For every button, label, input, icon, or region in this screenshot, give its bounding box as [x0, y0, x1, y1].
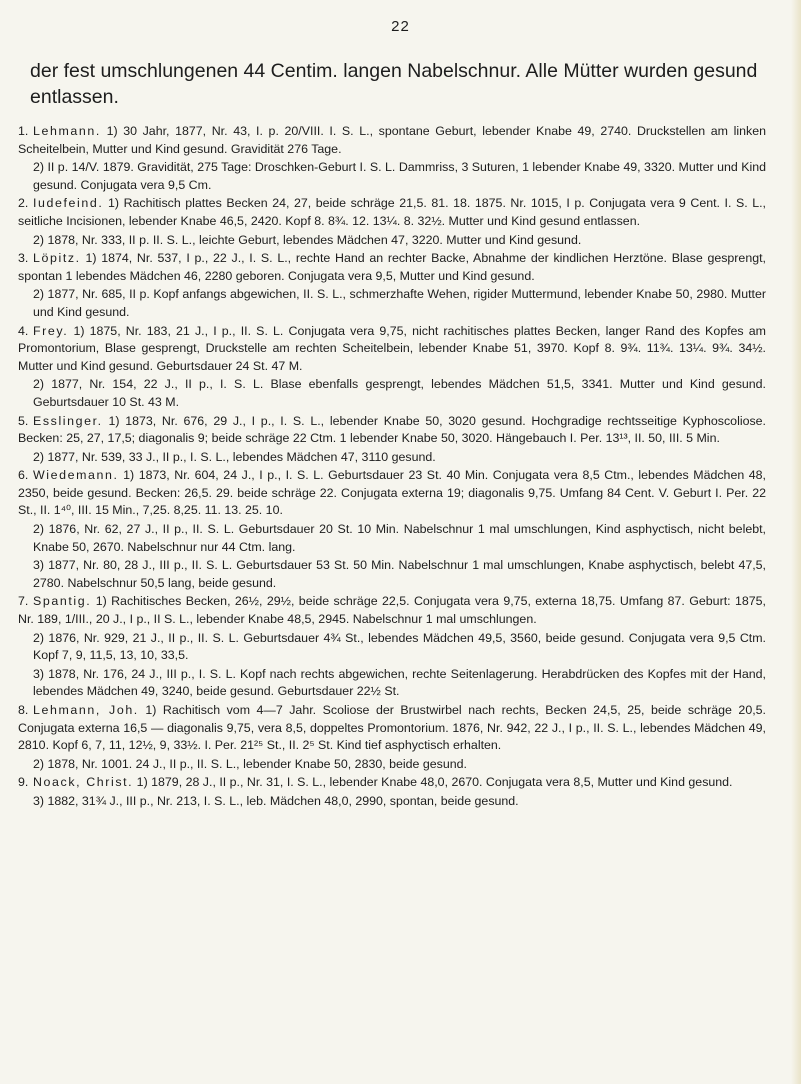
case-text: 1) Rachitisches Becken, 26½, 29½, beide schräge 22,5. Conjugata vera 9,75, externa 18,75. Umfang 87. Geburt: 1875, Nr. 189, 1/III., 20 J., I p., II S. L., lebender Knabe 48,5, 2945. Nabelschnur 1 mal umschlungen.	[18, 594, 766, 627]
case-paragraph	[18, 756, 766, 774]
page-number: 22	[391, 18, 410, 35]
case-text: 3) 1877, Nr. 80, 28 J., III p., II. S. L. Geburtsdauer 53 St. 50 Min. Nabelschnur 1 mal umschlungen, Knabe asphyctisch, belebt 47,5, 2780. Nabelschnur 50,5 lang, beide gesund.	[33, 558, 766, 590]
case-paragraph	[18, 666, 766, 701]
case-text: 1) 1873, Nr. 676, 29 J., I p., I. S. L., lebender Knabe 50, 3020 gesund. Hochgradige rechtsseitige Kyphoscoliose. Becken: 25, 27, 17,5; diagonalis 9; beide schräge 22 Ctm. 1 lebender Knabe 50, 3020. Hängebauch I. Per. 13¹³, II. 50, III. 5 Min.	[18, 413, 766, 446]
case-list	[18, 123, 766, 812]
case-paragraph	[18, 593, 766, 628]
case-entry	[18, 467, 766, 592]
case-name: Esslinger.	[33, 413, 103, 428]
case-paragraph	[18, 159, 766, 194]
case-name: Lehmann.	[33, 124, 101, 138]
case-paragraph	[18, 557, 766, 592]
case-number: 6.	[18, 468, 29, 483]
case-text: 1) 1873, Nr. 604, 24 J., I p., I. S. L. Geburtsdauer 23 St. 40 Min. Conjugata vera 8,5 Ctm., lebendes Mädchen 48, 2350, beide gesund. Becken: 26,5. 29. beide schräge 22. Conjugata externa 19; diagonalis 9,75. Umfang 84 Cent. V. Geburt I. Per. 22 St., II. 1⁴⁰, III. 15 Min., 7,25. 8,25. 11. 13. 25. 10.	[18, 468, 766, 518]
case-text: 1) Rachitisch vom 4—7 Jahr. Scoliose der Brustwirbel nach rechts, Becken 24,5, 25, beide schräge 20,5. Conjugata externa 16,5 — diagonalis 9,75, vera 8,5, doppeltes Promontorium. 1876, Nr. 942, 22 J., I p., II. S. L., lebendes Mädchen 49, 2810. Kopf 6, 7, 11, 12½, 9, 33½. I. Per. 21²⁵ St., II. 2⁵ St. Kind tief asphyctisch erhalten.	[18, 703, 766, 753]
case-text: 1) 1875, Nr. 183, 21 J., I p., II. S. L. Conjugata vera 9,75, nicht rachitisches plattes Becken, langer Rand des Kopfes am Promontorium, Blase gesprengt, Druckstelle am rechten Scheitelbein, lebender Knabe 51, 3970. Kopf 8. 9¾. 11¾. 13¼. 9¾. 34½. Mutter und Kind gesund. Geburtsdauer 24 St. 47 M.	[18, 323, 766, 373]
case-paragraph	[18, 449, 766, 467]
case-entry	[18, 593, 766, 701]
case-text: 1) 1879, 28 J., II p., Nr. 31, I. S. L., lebender Knabe 48,0, 2670. Conjugata vera 8,5, Mutter und Kind gesund.	[136, 775, 733, 790]
page-edge	[791, 0, 801, 1084]
case-text: 2) 1878, Nr. 1001. 24 J., II p., II. S. L., lebender Knabe 50, 2830, beide gesund.	[33, 756, 467, 771]
case-paragraph	[18, 123, 766, 158]
case-text: 1) Rachitisch plattes Becken 24, 27, beide schräge 21,5. 81. 18. 1875. Nr. 1015, I p. Conjugata vera 9 Cent. I. S. L., seitliche Incisionen, lebender Knabe 46,5, 2420. Kopf 8. 8¾. 12. 13¼. 8. 32½. Mutter und Kind gesund entlassen.	[18, 196, 766, 228]
case-number: 1.	[18, 124, 29, 138]
case-text: 2) 1876, Nr. 62, 27 J., II p., II. S. L. Geburtsdauer 20 St. 10 Min. Nabelschnur 1 mal umschlungen, Kind asphyctisch, nicht belebt, Knabe 50, 2670. Nabelschnur nur 44 Ctm. lang.	[33, 522, 766, 554]
case-paragraph	[18, 793, 766, 811]
case-text: 1) 30 Jahr, 1877, Nr. 43, I. p. 20/VIII. I. S. L., spontane Geburt, lebender Knabe 49, 2740. Druckstellen am linken Scheitelbein, Mutter und Kind gesund. Gravidität 276 Tage.	[18, 124, 766, 156]
case-name: Iudefeind.	[33, 196, 104, 211]
case-name: Lehmann, Joh.	[33, 703, 139, 717]
case-name: Wiedemann.	[33, 468, 119, 483]
case-number: 7.	[18, 594, 29, 609]
case-number: 8.	[18, 703, 29, 717]
case-paragraph	[18, 286, 766, 321]
case-paragraph	[18, 630, 766, 665]
case-entry	[18, 323, 766, 412]
case-text: 1) 1874, Nr. 537, I p., 22 J., I. S. L., rechte Hand an rechter Backe, Abnahme der kindlichen Herztöne. Blase gesprengt, spontan 1 lebendes Mädchen 46, 2280 geboren. Conjugata vera 9,5, Mutter und Kind gesund.	[18, 251, 766, 283]
case-paragraph	[18, 323, 766, 376]
case-name: Löpitz.	[33, 251, 81, 266]
case-name: Frey.	[33, 323, 69, 338]
case-name: Spantig.	[33, 594, 92, 609]
case-entry	[18, 123, 766, 194]
case-name: Noack, Christ.	[33, 775, 134, 790]
case-entry	[18, 195, 766, 249]
case-text: 3) 1878, Nr. 176, 24 J., III p., I. S. L. Kopf nach rechts abgewichen, rechte Seitenlagerung. Herabdrücken des Kopfes mit der Hand, lebendes Mädchen 49, 3240, beide gesund. Geburtsdauer 22½ St.	[33, 666, 766, 699]
case-entry	[18, 250, 766, 321]
case-entry	[18, 702, 766, 773]
case-text: 2) 1877, Nr. 685, II p. Kopf anfangs abgewichen, II. S. L., schmerzhafte Wehen, rigider Muttermund, lebender Knabe 50, 2980. Mutter und Kind gesund.	[33, 287, 766, 319]
case-number: 5.	[18, 413, 29, 428]
case-paragraph	[18, 774, 766, 792]
case-paragraph	[18, 521, 766, 556]
case-text: 3) 1882, 31¾ J., III p., Nr. 213, I. S. L., leb. Mädchen 48,0, 2990, spontan, beide gesund.	[33, 793, 519, 808]
case-entry	[18, 774, 766, 810]
case-paragraph	[18, 250, 766, 285]
case-paragraph	[18, 467, 766, 520]
case-number: 9.	[18, 775, 29, 790]
case-entry	[18, 413, 766, 467]
case-paragraph	[18, 232, 766, 250]
case-paragraph	[18, 702, 766, 755]
case-number: 3.	[18, 251, 29, 266]
page-heading: der fest umschlungenen 44 Centim. langen Nabelschnur. Alle Mütter wurden gesund entlassen.	[30, 60, 758, 108]
case-paragraph	[18, 195, 766, 230]
case-number: 4.	[18, 323, 29, 338]
case-paragraph	[18, 376, 766, 411]
case-text: 2) 1877, Nr. 154, 22 J., II p., I. S. L. Blase ebenfalls gesprengt, lebendes Mädchen 51,5, 3341. Mutter und Kind gesund. Geburtsdauer 10 St. 43 M.	[33, 377, 766, 409]
case-number: 2.	[18, 196, 29, 211]
case-text: 2) II p. 14/V. 1879. Gravidität, 275 Tage: Droschken-Geburt I. S. L. Dammriss, 3 Suturen, 1 lebender Knabe 49, 3320. Mutter und Kind gesund. Conjugata vera 9,5 Cm.	[33, 160, 766, 192]
case-text: 2) 1878, Nr. 333, II p. II. S. L., leichte Geburt, lebendes Mädchen 47, 3220. Mutter und Kind gesund.	[33, 232, 582, 247]
case-text: 2) 1877, Nr. 539, 33 J., II p., I. S. L., lebendes Mädchen 47, 3110 gesund.	[33, 449, 436, 464]
case-paragraph	[18, 413, 766, 448]
case-text: 2) 1876, Nr. 929, 21 J., II p., II. S. L. Geburtsdauer 4¾ St., lebendes Mädchen 49,5, 3560, beide gesund. Conjugata vera 9,5 Ctm. Kopf 7, 9, 11,5, 13, 10, 33,5.	[33, 630, 766, 663]
